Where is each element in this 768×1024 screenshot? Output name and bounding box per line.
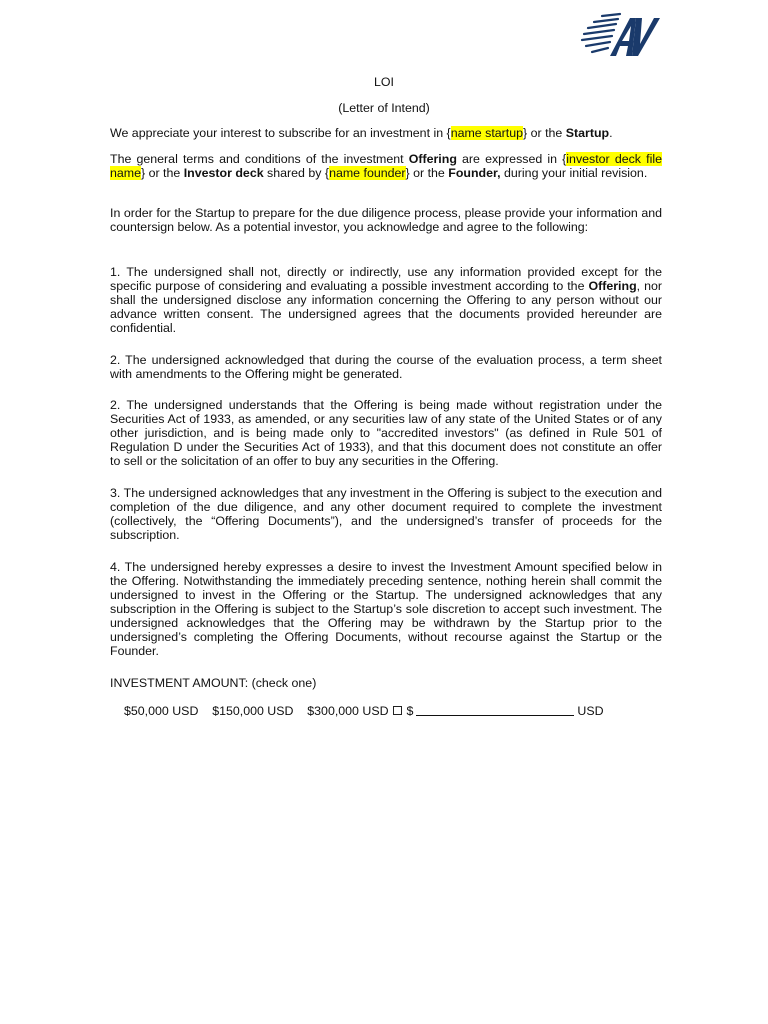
document-title: LOI xyxy=(374,75,394,89)
placeholder-investor-deck: investor deck file name xyxy=(110,152,662,180)
investment-options: $50,000 USD $150,000 USD $300,000 USD $ USD xyxy=(124,704,604,718)
option-50000[interactable]: $50,000 USD xyxy=(124,704,199,718)
checkbox-icon[interactable] xyxy=(393,706,402,715)
document-subtitle: (Letter of Intend) xyxy=(338,101,430,115)
placeholder-name-founder: name founder xyxy=(329,166,406,180)
investment-amount-heading: INVESTMENT AMOUNT: (check one) xyxy=(110,676,317,690)
airplane-wing-logo xyxy=(580,10,664,62)
custom-amount-field[interactable] xyxy=(416,705,574,716)
intro-paragraph: We appreciate your interest to subscribe for an investment in {name startup} or the Startup. xyxy=(110,126,613,140)
diligence-paragraph: In order for the Startup to prepare for the due diligence process, please provide your information and countersign below. As a potential investor, you acknowledge and agree to the following: xyxy=(110,206,662,234)
clause-4: 4. The undersigned hereby expresses a desire to invest the Investment Amount specified below in the Offering. Notwithstanding the immediately preceding sentence, nothing herein shall commit the undersigned to invest in the Offering or the Startup. The undersigned acknowledges that any subscription in the Offering is subject to the Startup’s sole discretion to accept such investment. The undersigned acknowledges that the Offering may be withdrawn by the Startup prior to the undersigned’s completing the Offering Documents, without recourse against the Startup or the Founder. xyxy=(110,560,662,658)
clause-1: 1. The undersigned shall not, directly or indirectly, use any information provided except for the specific purpose of considering and evaluating a possible investment according to the Offering, nor shall the undersigned disclose any information concerning the Offering to any person without our advance written consent. The undersigned agrees that the documents provided hereunder are confidential. xyxy=(110,265,662,335)
placeholder-name-startup: name startup xyxy=(450,126,524,140)
option-150000[interactable]: $150,000 USD xyxy=(212,704,294,718)
terms-paragraph: The general terms and conditions of the investment Offering are expressed in {investor deck file name} or the Investor deck shared by {name founder} or the Founder, during your initial revision. xyxy=(110,152,662,180)
option-300000[interactable]: $300,000 USD xyxy=(307,704,389,718)
clause-2b: 2. The undersigned understands that the Offering is being made without registration under the Securities Act of 1933, as amended, or any securities law of any state of the United States or of any other jurisdiction, and is being made only to "accredited investors" (as defined in Rule 501 of Regulation D under the Securities Act of 1933), and that this document does not constitute an offer to sell or the solicitation of an offer to buy any securities in the Offering. xyxy=(110,398,662,468)
clause-2a: 2. The undersigned acknowledged that during the course of the evaluation process, a term sheet with amendments to the Offering might be generated. xyxy=(110,353,662,381)
clause-3: 3. The undersigned acknowledges that any investment in the Offering is subject to the execution and completion of the due diligence, and any other document required to complete the investment (collectively, the “Offering Documents”), and the undersigned’s transfer of proceeds for the subscription. xyxy=(110,486,662,542)
